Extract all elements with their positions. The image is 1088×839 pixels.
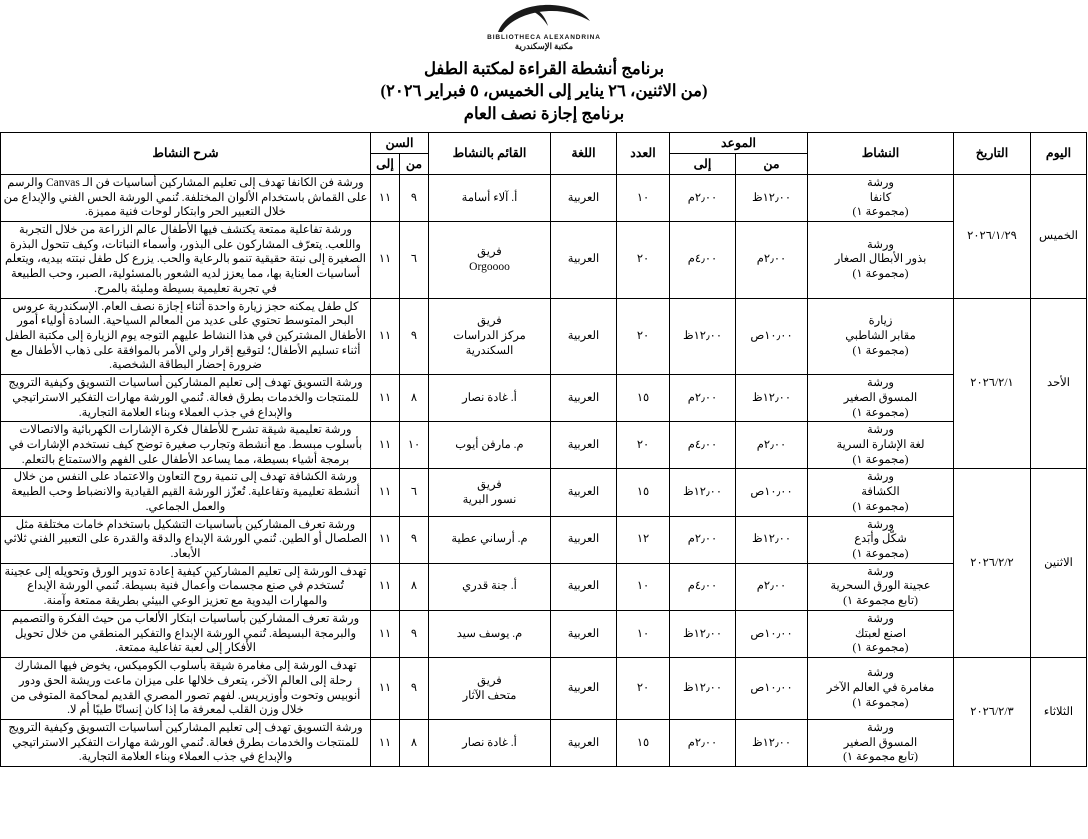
cell-language: العربية [551,563,617,610]
activity-line: (مجموعة ١) [852,642,909,655]
cell-time-to: ٢٫٠٠م [670,516,736,563]
cell-time-from: ١٢٫٠٠ظ [736,174,808,221]
activity-line: (مجموعة ١) [852,696,909,709]
table-row [0,221,1086,298]
cell-time-from: ١٠٫٠٠ص [736,610,808,657]
presenter-line: أ. جنة قدري [462,580,517,593]
cell-language: العربية [551,469,617,516]
presenter-line: نسور البرية [462,493,517,506]
cell-age-to: ١١ [370,658,399,720]
cell-presenter [429,422,551,469]
activity-line: (مجموعة ١) [852,406,909,419]
header-age-to: إلى [370,153,399,174]
page-title [0,58,1088,126]
cell-age-from: ٦ [400,469,429,516]
cell-time-from: ١٠٫٠٠ص [736,658,808,720]
cell-time-to: ١٢٫٠٠ظ [670,658,736,720]
activity-line: (تابع مجموعة ١) [843,751,918,764]
cell-description: ورشة التسويق تهدف إلى تعليم المشاركين أساسيات التسويق وكيفية الترويج للمنتجات والخدمات بطرق فعالة. تُنمي الورشة مهارات التفكير الاستراتيجي والإبداع في جذب العملاء وبناء العلامة التجارية. [0,375,370,422]
cell-age-from: ١٠ [400,422,429,469]
presenter-line: فريق [477,478,502,491]
cell-time-to: ٤٫٠٠م [670,422,736,469]
cell-language: العربية [551,658,617,720]
cell-count: ١٠ [617,610,670,657]
cell-presenter [429,516,551,563]
activity-line: ورشة [867,612,894,625]
cell-presenter [429,221,551,298]
cell-age-from: ٨ [400,563,429,610]
activity-line: عجينة الورق السحرية [830,580,931,593]
cell-presenter [429,719,551,766]
table-row [0,174,1086,221]
activity-line: مغامرة في العالم الآخر [826,682,935,695]
title-line-1: برنامج أنشطة القراءة لمكتبة الطفل [423,58,665,78]
header-age: السن [370,132,428,153]
cell-activity [808,221,954,298]
cell-time-from: ٢٫٠٠م [736,422,808,469]
cell-count: ٢٠ [617,658,670,720]
cell-language: العربية [551,174,617,221]
cell-time-to: ١٢٫٠٠ظ [670,469,736,516]
cell-count: ١٢ [617,516,670,563]
activity-line: كانفا [869,191,892,204]
cell-time-to: ١٢٫٠٠ظ [670,610,736,657]
presenter-line: Orgoooo [469,260,510,273]
cell-age-from: ٩ [400,610,429,657]
logo-arabic-text: مكتبة الإسكندرية [514,40,574,51]
presenter-line: متحف الآثار [462,689,517,702]
cell-day: الخميس [1031,174,1087,298]
cell-age-to: ١١ [370,221,399,298]
cell-age-to: ١١ [370,610,399,657]
cell-count: ١٥ [617,719,670,766]
header-date: التاريخ [954,132,1031,174]
activity-line: بذور الأبطال الصغار [834,253,927,266]
cell-description: ورشة فن الكانفا تهدف إلى تعليم المشاركين أساسيات فن الـ Canvas والرسم على القماش باستخدام الألوان المختلفة. تُنمي الورشة الحس الفني والإبداع من خلال التعبير الحر وابتكار لوحات فنية مميزة. [0,174,370,221]
cell-age-to: ١١ [370,469,399,516]
table-row [0,469,1086,516]
cell-description: تهدف الورشة إلى تعليم المشاركين كيفية إعادة تدوير الورق وتحويله إلى عجينة تُستخدم في صنع مجسمات وأعمال فنية بسيطة. تُنمي الورشة الإبداع والمهارات اليدوية مع تعزيز الوعي البيئي بطريقة ممتعة وآمنة. [0,563,370,610]
cell-time-from: ١٢٫٠٠ظ [736,375,808,422]
table-header [0,132,1086,174]
cell-language: العربية [551,221,617,298]
cell-count: ٢٠ [617,422,670,469]
table-row [0,298,1086,375]
table-body [0,174,1086,766]
cell-activity [808,298,954,375]
cell-language: العربية [551,422,617,469]
cell-activity [808,719,954,766]
activity-line: (مجموعة ١) [852,453,909,466]
activity-line: ورشة [867,424,894,437]
activity-line: مقابر الشاطبي [845,329,916,342]
presenter-line: مركز الدراسات [453,329,526,342]
cell-age-to: ١١ [370,298,399,375]
logo-latin-text: BIBLIOTHECA ALEXANDRINA [487,34,601,41]
cell-time-from: ١٢٫٠٠ظ [736,719,808,766]
cell-activity [808,516,954,563]
cell-age-to: ١١ [370,563,399,610]
cell-age-from: ٩ [400,174,429,221]
cell-presenter [429,375,551,422]
cell-date: ٢٠٢٦/١/٢٩ [954,174,1031,298]
cell-count: ١٥ [617,375,670,422]
activity-line: ورشة [867,667,894,680]
cell-day: الأحد [1031,298,1087,469]
cell-age-to: ١١ [370,719,399,766]
table-row [0,422,1086,469]
cell-day: الاثنين [1031,469,1087,658]
cell-age-from: ٩ [400,298,429,375]
presenter-line: السكندرية [465,344,514,357]
header-row-top [0,132,1086,153]
activity-line: (مجموعة ١) [852,268,909,281]
cell-age-from: ٦ [400,221,429,298]
table-row [0,719,1086,766]
activity-line: ورشة [867,518,894,531]
cell-activity [808,610,954,657]
cell-time-to: ٤٫٠٠م [670,221,736,298]
bibliotheca-alexandrina-logo-icon [496,4,592,34]
cell-activity [808,469,954,516]
cell-time-to: ٤٫٠٠م [670,563,736,610]
presenter-line: أ. غادة نصار [462,391,517,404]
activity-line: ورشة [867,176,894,189]
cell-activity [808,658,954,720]
cell-time-to: ٢٫٠٠م [670,719,736,766]
cell-activity [808,174,954,221]
presenter-line: فريق [477,246,502,259]
activity-line: (مجموعة ١) [852,548,909,561]
cell-age-from: ٩ [400,516,429,563]
cell-language: العربية [551,375,617,422]
document-header [0,0,1088,126]
cell-age-to: ١١ [370,174,399,221]
cell-presenter [429,658,551,720]
cell-presenter [429,469,551,516]
header-day: اليوم [1031,132,1087,174]
table-row [0,610,1086,657]
header-presenter: القائم بالنشاط [429,132,551,174]
activity-line: (مجموعة ١) [852,500,909,513]
header-appointment-to: إلى [670,153,736,174]
header-appointment-from: من [736,153,808,174]
cell-age-from: ٨ [400,375,429,422]
library-logo [487,4,601,50]
activity-line: الكشافة [861,486,900,499]
activity-line: (مجموعة ١) [852,206,909,219]
cell-description: ورشة تفاعلية ممتعة يكتشف فيها الأطفال عالم الزراعة من خلال التجربة واللعب. يتعرّف المشاركون على البذور، وأسماء النباتات، وكيف تتحول البذرة الصغيرة إلى نبتة حقيقية تنمو بالرعاية والحب. يزرع كل طفل نبتته بيديه، ويتعلم أساسيات العناية بها، مما يعزز لديه الشعور بالمسئولية، الصبر، وحب الطبيعة في تجربة تعليمية بسيطة ومليئة بالمرح. [0,221,370,298]
presenter-line: فريق [477,315,502,328]
cell-presenter [429,174,551,221]
cell-time-from: ١٠٫٠٠ص [736,298,808,375]
cell-time-from: ٢٫٠٠م [736,221,808,298]
cell-language: العربية [551,516,617,563]
cell-activity [808,375,954,422]
cell-time-to: ٢٫٠٠م [670,174,736,221]
presenter-line: أ. آلاء أسامة [461,191,518,204]
cell-presenter [429,610,551,657]
cell-count: ١٠ [617,563,670,610]
cell-day: الثلاثاء [1031,658,1087,767]
header-count: العدد [617,132,670,174]
activity-line: ورشة [867,377,894,390]
cell-count: ٢٠ [617,298,670,375]
table-row [0,516,1086,563]
activity-line: ورشة [867,238,894,251]
cell-activity [808,422,954,469]
cell-age-from: ٨ [400,719,429,766]
cell-time-from: ١٠٫٠٠ص [736,469,808,516]
cell-time-to: ٢٫٠٠م [670,375,736,422]
cell-description: ورشة التسويق تهدف إلى تعليم المشاركين أساسيات التسويق وكيفية الترويج للمنتجات والخدمات بطرق فعالة. تُنمي الورشة مهارات التفكير الاستراتيجي والإبداع في جذب العملاء وبناء العلامة التجارية. [0,719,370,766]
cell-language: العربية [551,719,617,766]
presenter-line: م. أرساني عطية [451,533,528,546]
activity-line: ورشة [867,471,894,484]
cell-time-from: ١٢٫٠٠ظ [736,516,808,563]
activity-line: اصنع لعبتك [854,627,907,640]
cell-date: ٢٠٢٦/٢/١ [954,298,1031,469]
cell-language: العربية [551,298,617,375]
cell-age-to: ١١ [370,422,399,469]
title-line-2: (من الاثنين، ٢٦ يناير إلى الخميس، ٥ فبراير ٢٠٢٦) [380,81,708,101]
title-line-3: برنامج إجازة نصف العام [463,104,625,124]
cell-date: ٢٠٢٦/٢/٢ [954,469,1031,658]
header-description: شرح النشاط [0,132,370,174]
activities-schedule-table [0,132,1087,767]
cell-age-from: ٩ [400,658,429,720]
cell-description: ورشة تعرف المشاركين بأساسيات التشكيل باستخدام خامات مختلفة مثل الصلصال أو الطين. تُنمي الورشة الإبداع والدقة والقدرة على التعبير الفني ثلاثي الأبعاد. [0,516,370,563]
cell-description: كل طفل يمكنه حجز زيارة واحدة أثناء إجازة نصف العام. الإسكندرية عروس البحر المتوسط تحتوي على عديد من المعالم السياحية. السادة أولياء أمور الأطفال المشتركين في هذا النشاط عليهم التوجه يوم الزيارة إلى مكتبة الطفل أثناء تسليم الأطفال؛ لتوقيع إقرار ولي الأمر بالموافقة على ذهاب الأطفال مع ضرورة إحضار البطاقة الشخصية. [0,298,370,375]
activity-line: شكّل وأبَدع [854,533,907,546]
header-appointment: الموعد [670,132,808,153]
cell-presenter [429,298,551,375]
presenter-line: م. يوسف سيد [456,627,523,640]
header-language: اللغة [551,132,617,174]
presenter-line: م. مارفن أيوب [455,439,524,452]
cell-count: ١٠ [617,174,670,221]
presenter-line: أ. غادة نصار [462,736,517,749]
activity-line: المسوق الصغير [843,736,918,749]
cell-description: ورشة تعرف المشاركين بأساسيات ابتكار الألعاب من حيث الفكرة والتصميم والبرمجة البسيطة. تُنمي الورشة الإبداع والتفكير المنطقي من خلال تحويل الأفكار إلى لعبة تفاعلية ممتعة. [0,610,370,657]
cell-description: ورشة الكشافة تهدف إلى تنمية روح التعاون والاعتماد على النفس من خلال أنشطة تعليمية وتفاعلية. تُعزّز الورشة القيم القيادية والانضباط وحب الطبيعة والعمل الجماعي. [0,469,370,516]
table-row [0,563,1086,610]
cell-date: ٢٠٢٦/٢/٣ [954,658,1031,767]
activity-line: زيارة [868,315,893,328]
cell-count: ١٥ [617,469,670,516]
cell-description: ورشة تعليمية شيقة تشرح للأطفال فكرة الإشارات الكهربائية والاتصالات بأسلوب مبسط. مع أنشطة وتجارب صغيرة توضح كيف نستخدم الإشارات في برمجة أشياء بسيطة، مما يساعد الأطفال على الفهم والاستمتاع بالتعلم. [0,422,370,469]
header-age-from: من [400,153,429,174]
table-row [0,658,1086,720]
header-activity: النشاط [808,132,954,174]
activity-line: المسوق الصغير [843,391,918,404]
activity-line: لغة الإشارة السرية [836,439,925,452]
cell-language: العربية [551,610,617,657]
activity-line: ورشة [867,565,894,578]
cell-time-from: ٢٫٠٠م [736,563,808,610]
presenter-line: فريق [477,674,502,687]
cell-time-to: ١٢٫٠٠ظ [670,298,736,375]
activity-line: ورشة [867,721,894,734]
activity-line: (تابع مجموعة ١) [843,595,918,608]
cell-description: تهدف الورشة إلى مغامرة شيقة بأسلوب الكوميكس، يخوض فيها المشارك رحلة إلى العالم الآخر، يتعرف خلالها على ميزان ماعت وريشة الحق ودور أنوبيس وتحوت وأوزيريس. لفهم تصور المصري القديم لمحاكمة المتوفى من خلال وزن القلب لمعرفة ما إذا كان إنسانًا طيبًا أم لا. [0,658,370,720]
cell-activity [808,563,954,610]
cell-age-to: ١١ [370,375,399,422]
cell-age-to: ١١ [370,516,399,563]
activity-line: (مجموعة ١) [852,344,909,357]
table-row [0,375,1086,422]
cell-count: ٢٠ [617,221,670,298]
cell-presenter [429,563,551,610]
